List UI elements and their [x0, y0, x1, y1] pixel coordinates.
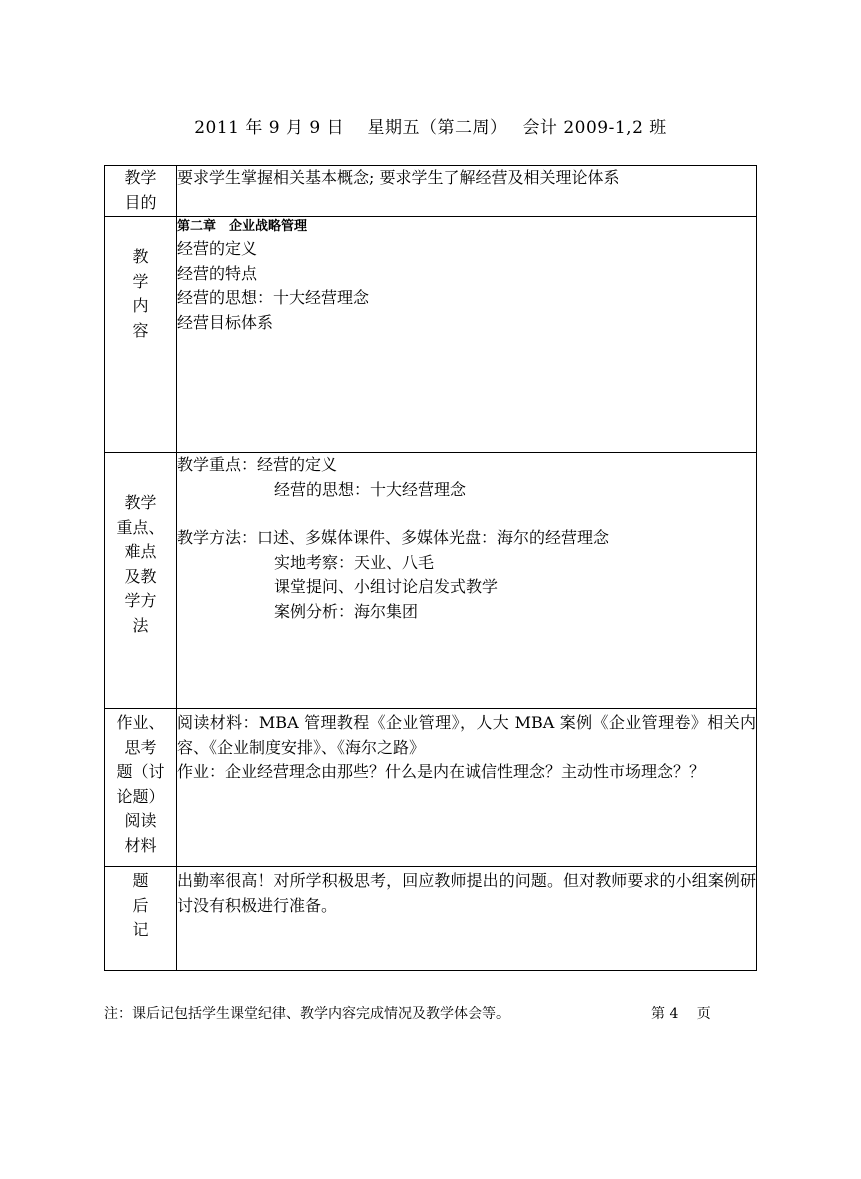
page-header	[0, 113, 861, 138]
header-weekday: 星期五（第二周）	[367, 118, 500, 138]
key-points-row	[105, 453, 757, 709]
focus-line: 经营的思想：十大经营理念	[274, 479, 467, 499]
header-date: 2011 年 9 月 9 日	[194, 118, 345, 138]
postscript-text: 出勤率很高！对所学积极思考，回应教师提出的问题。但对教师要求的小组案例研讨没有积极进行准备。	[177, 867, 757, 971]
footer	[104, 1003, 744, 1023]
objectives-row	[105, 166, 757, 217]
content-item: 经营的特点	[177, 263, 258, 283]
postscript-label: 题 后 记	[105, 867, 177, 971]
method-line: 教学方法：口述、多媒体课件、多媒体光盘：海尔的经营理念	[177, 528, 610, 547]
content-item: 经营的定义	[177, 239, 258, 258]
method-line: 实地考察：天业、八毛	[274, 552, 435, 572]
footer-note: 注：课后记包括学生课堂纪律、教学内容完成情况及教学体会等。	[104, 1006, 510, 1022]
content-label: 教 学 内 容	[105, 217, 177, 453]
reading-materials: 阅读材料：MBA 管理教程《企业管理》，人大 MBA 案例《企业管理卷》相关内容、《企业制度安排》、《海尔之路》	[177, 713, 756, 757]
objectives-text: 要求学生掌握相关基本概念; 要求学生了解经营及相关理论体系	[177, 166, 757, 217]
content-item: 经营的思想：十大经营理念	[177, 288, 370, 307]
content-row	[105, 217, 757, 453]
method-line: 课堂提问、小组讨论启发式教学	[274, 577, 499, 596]
page-number: 第 4 页	[651, 1006, 711, 1022]
chapter-title: 第二章 企业战略管理	[177, 219, 308, 234]
lesson-plan-table	[104, 165, 757, 971]
content-text	[177, 217, 757, 453]
content-item: 经营目标体系	[177, 312, 274, 332]
homework-label: 作业、 思考 题（讨 论题） 阅读 材料	[105, 709, 177, 867]
method-line: 案例分析：海尔集团	[274, 601, 419, 621]
homework-text	[177, 709, 757, 867]
focus-line: 教学重点：经营的定义	[177, 455, 338, 474]
header-class: 会计 2009-1,2 班	[522, 118, 667, 138]
key-points-text	[177, 453, 757, 709]
postscript-row	[105, 867, 757, 971]
assignment: 作业：企业经营理念由那些？什么是内在诚信性理念？主动性市场理念？？	[177, 762, 706, 781]
homework-row	[105, 709, 757, 867]
key-points-label: 教学 重点、 难点 及教 学方 法	[105, 453, 177, 709]
objectives-label: 教学 目的	[105, 166, 177, 217]
